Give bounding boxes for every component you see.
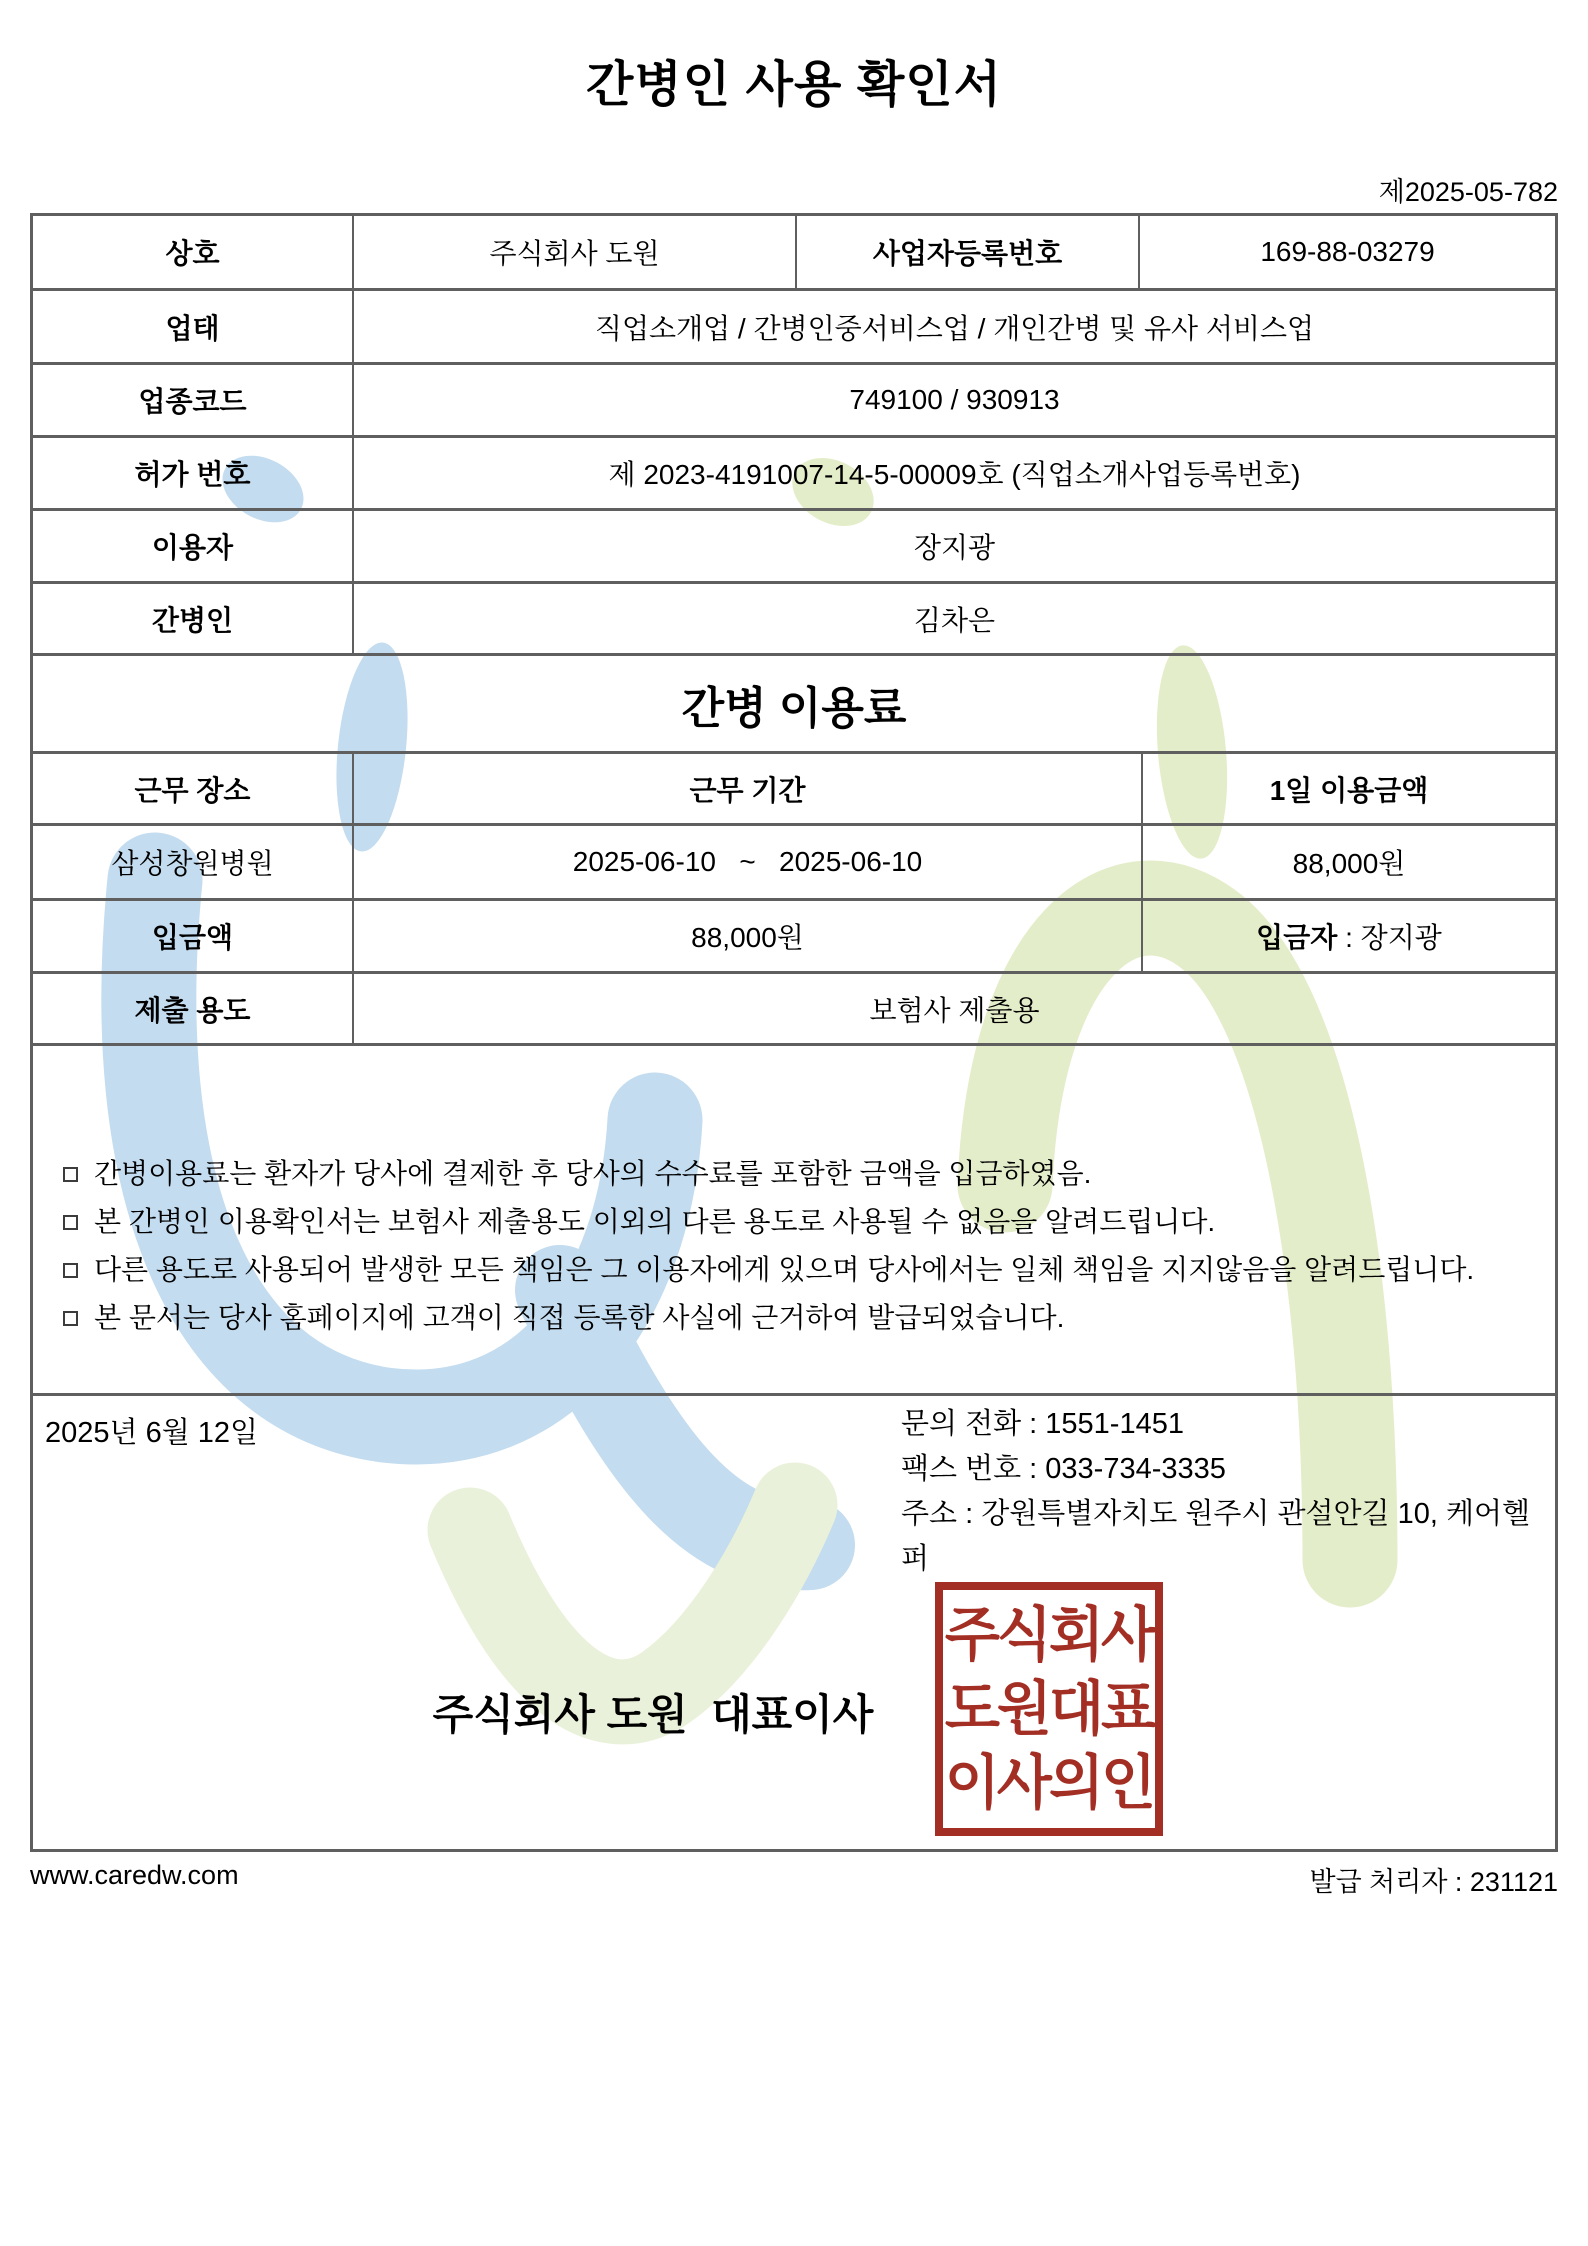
row-biz-type [33,288,1555,362]
row-industry-code [33,362,1555,435]
fee-col-daily-amount: 1일 이용금액 [1141,754,1555,823]
square-bullet-icon [63,1311,78,1326]
deposit-value: 88,000원 [352,901,1141,971]
note-item [57,1294,1535,1342]
permit-value: 제 2023-4191007-14-5-00009호 (직업소개사업등록번호) [352,438,1555,508]
biz-type-value: 직업소개업 / 간병인중서비스업 / 개인간병 및 유사 서비스업 [352,291,1555,362]
note-item [57,1198,1535,1246]
footer-website: www.caredw.com [30,1860,239,1890]
company-signature: 주식회사 도원 대표이사 [432,1691,874,1738]
permit-label: 허가 번호 [134,459,251,490]
depositor-value: : 장지광 [1337,922,1442,953]
industry-code-label: 업종코드 [138,386,247,417]
biz-type-label: 업태 [165,312,220,344]
depositor-label: 입금자 [1256,922,1338,953]
industry-code-value: 749100 / 930913 [352,365,1555,435]
row-user [33,508,1555,581]
seal-line: 주식회사 [944,1601,1154,1669]
contact-block [901,1402,1555,1582]
biz-reg-value: 169-88-03279 [1138,216,1555,288]
note-text: 본 간병인 이용확인서는 보험사 제출용도 이외의 다른 용도로 사용될 수 없음을 알려드립니다. [94,1206,1216,1237]
user-value: 장지광 [352,511,1555,581]
purpose-value: 보험사 제출용 [352,974,1555,1043]
corporate-seal [935,1582,1163,1836]
fee-section-title: 간병 이용료 [681,683,907,733]
fee-place-value: 삼성창원병원 [111,848,274,879]
note-text: 본 문서는 당사 홈페이지에 고객이 직접 등록한 사실에 근거하여 발급되었습니다. [94,1302,1065,1333]
seal-line: 이사의인 [944,1749,1154,1817]
row-fee-headers [33,751,1555,823]
fee-period-value: 2025-06-10 ~ 2025-06-10 [352,826,1141,898]
note-item [57,1246,1535,1294]
contact-fax: 팩스 번호 : 033-734-3335 [901,1453,1226,1485]
row-permit [33,435,1555,508]
fee-col-period: 근무 기간 [352,754,1141,823]
biz-reg-label: 사업자등록번호 [795,216,1138,288]
note-text: 간병이용료는 환자가 당사에 결제한 후 당사의 수수료를 포함한 금액을 입금하였음. [94,1158,1092,1189]
row-purpose [33,971,1555,1043]
row-company [33,216,1555,288]
row-caregiver [33,581,1555,653]
company-value: 주식회사 도원 [352,216,795,288]
square-bullet-icon [63,1215,78,1230]
square-bullet-icon [63,1167,78,1182]
fee-daily-amount-value: 88,000원 [1141,826,1555,898]
depositor-cell [1141,901,1555,971]
square-bullet-icon [63,1263,78,1278]
contact-phone: 문의 전화 : 1551-1451 [901,1408,1184,1440]
page-title: 간병인 사용 확인서 [586,58,1002,112]
doc-number: 제2025-05-782 [1378,177,1558,207]
issue-date: 2025년 6월 12일 [45,1417,259,1449]
deposit-label: 입금액 [151,922,234,953]
contact-address: 주소 : 강원특별자치도 원주시 관설안길 10, 케어헬퍼 [901,1498,1530,1575]
confirmation-table [30,213,1558,1852]
caregiver-label: 간병인 [151,604,234,636]
note-item [57,1150,1535,1198]
fee-col-place: 근무 장소 [134,774,251,806]
caregiver-value: 김차은 [352,584,1555,653]
user-label: 이용자 [151,532,234,563]
seal-line: 도원대표 [944,1675,1154,1743]
notes-block [33,1043,1555,1393]
note-text: 다른 용도로 사용되어 발생한 모든 책임은 그 이용자에게 있으며 당사에서는 일체 책임을 지지않음을 알려드립니다. [94,1254,1475,1285]
company-label: 상호 [165,238,220,269]
row-fee-values [33,823,1555,898]
row-deposit [33,898,1555,971]
purpose-label: 제출 용도 [134,994,251,1026]
footer-issuer: 발급 처리자 : 231121 [1309,1867,1558,1897]
row-fee-section-title [33,653,1555,751]
issue-block [33,1393,1555,1849]
